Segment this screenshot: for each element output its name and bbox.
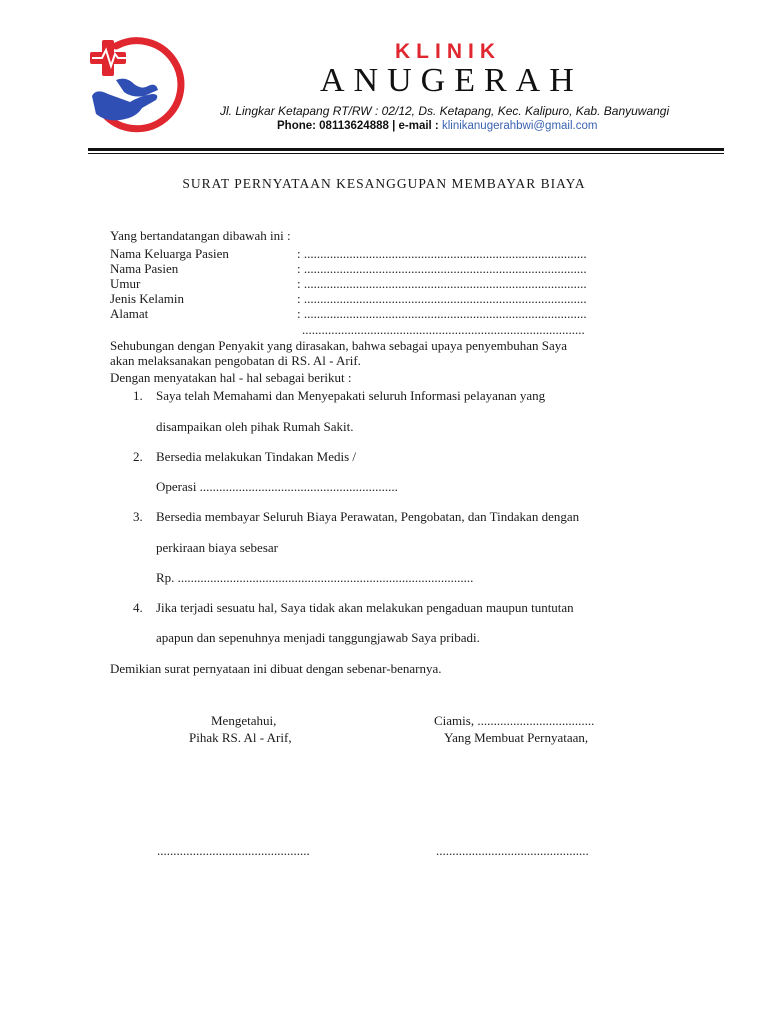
item-text: Saya telah Memahami dan Menyepakati seluruh Informasi pelayanan yang	[156, 388, 546, 403]
paragraph-line: akan melaksanakan pengobatan di RS. Al - Arif.	[110, 353, 361, 368]
item-number: 3.	[133, 509, 143, 524]
item-text: Bersedia melakukan Tindakan Medis /	[156, 449, 357, 464]
field-label: Nama Keluarga Pasien	[110, 246, 229, 261]
intro-text: Yang bertandatangan dibawah ini :	[110, 228, 291, 243]
closing-text: Demikian surat pernyataan ini dibuat dengan sebenar-benarnya.	[110, 661, 442, 676]
field-label: Alamat	[110, 306, 149, 321]
item-text: perkiraan biaya sebesar	[156, 540, 278, 555]
field-label: Nama Pasien	[110, 261, 179, 276]
field-value: : .......................................................................................	[297, 291, 587, 306]
sign-right-line1: Ciamis, ....................................	[434, 713, 595, 728]
item-number: 1.	[133, 388, 143, 403]
field-value: : .......................................................................................	[297, 246, 587, 261]
field-value: : .......................................................................................	[297, 306, 587, 321]
field-value: : .......................................................................................	[297, 276, 587, 291]
item-text: Jika terjadi sesuatu hal, Saya tidak akan melakukan pengaduan maupun tuntutan	[156, 600, 574, 615]
sign-left-line2: Pihak RS. Al - Arif,	[189, 730, 292, 745]
paragraph-line: Dengan menyatakan hal - hal sebagai berikut :	[110, 370, 352, 385]
sign-right-blank: ...............................................	[436, 843, 589, 858]
sign-right-line2: Yang Membuat Pernyataan,	[444, 730, 589, 745]
address-extra-line: .......................................................................................	[302, 322, 585, 337]
item-number: 2.	[133, 449, 143, 464]
clinic-name: ANUGERAH	[320, 62, 583, 99]
item-text: apapun dan sepenuhnya menjadi tanggungjawab Saya pribadi.	[156, 630, 480, 645]
clinic-contact	[277, 120, 597, 132]
document-title: SURAT PERNYATAAN KESANGGUPAN MEMBAYAR BIAYA	[182, 176, 586, 191]
item-text: Operasi .............................................................	[156, 479, 398, 494]
item-text: Bersedia membayar Seluruh Biaya Perawatan, Pengobatan, dan Tindakan dengan	[156, 509, 580, 524]
phone-text: Phone: 08113624888 | e-mail :	[277, 120, 442, 132]
field-value: : .......................................................................................	[297, 261, 587, 276]
header-rule-thin	[88, 153, 724, 154]
clinic-logo-icon	[86, 36, 198, 136]
item-number: 4.	[133, 600, 143, 615]
field-label: Jenis Kelamin	[110, 291, 185, 306]
header-rule-thick	[88, 148, 724, 151]
sign-left-blank: ...............................................	[157, 843, 310, 858]
email-link[interactable]: klinikanugerahbwi@gmail.com	[441, 120, 598, 132]
item-text: disampaikan oleh pihak Rumah Sakit.	[156, 419, 354, 434]
clinic-address: Jl. Lingkar Ketapang RT/RW : 02/12, Ds. Ketapang, Kec. Kalipuro, Kab. Banyuwangi	[220, 104, 670, 118]
field-label: Umur	[110, 276, 141, 291]
paragraph-line: Sehubungan dengan Penyakit yang dirasakan, bahwa sebagai upaya penyembuhan Saya	[110, 338, 568, 353]
clinic-label: KLINIK	[395, 40, 501, 63]
sign-left-line1: Mengetahui,	[211, 713, 277, 728]
item-text: Rp. ...........................................................................................	[156, 570, 474, 585]
